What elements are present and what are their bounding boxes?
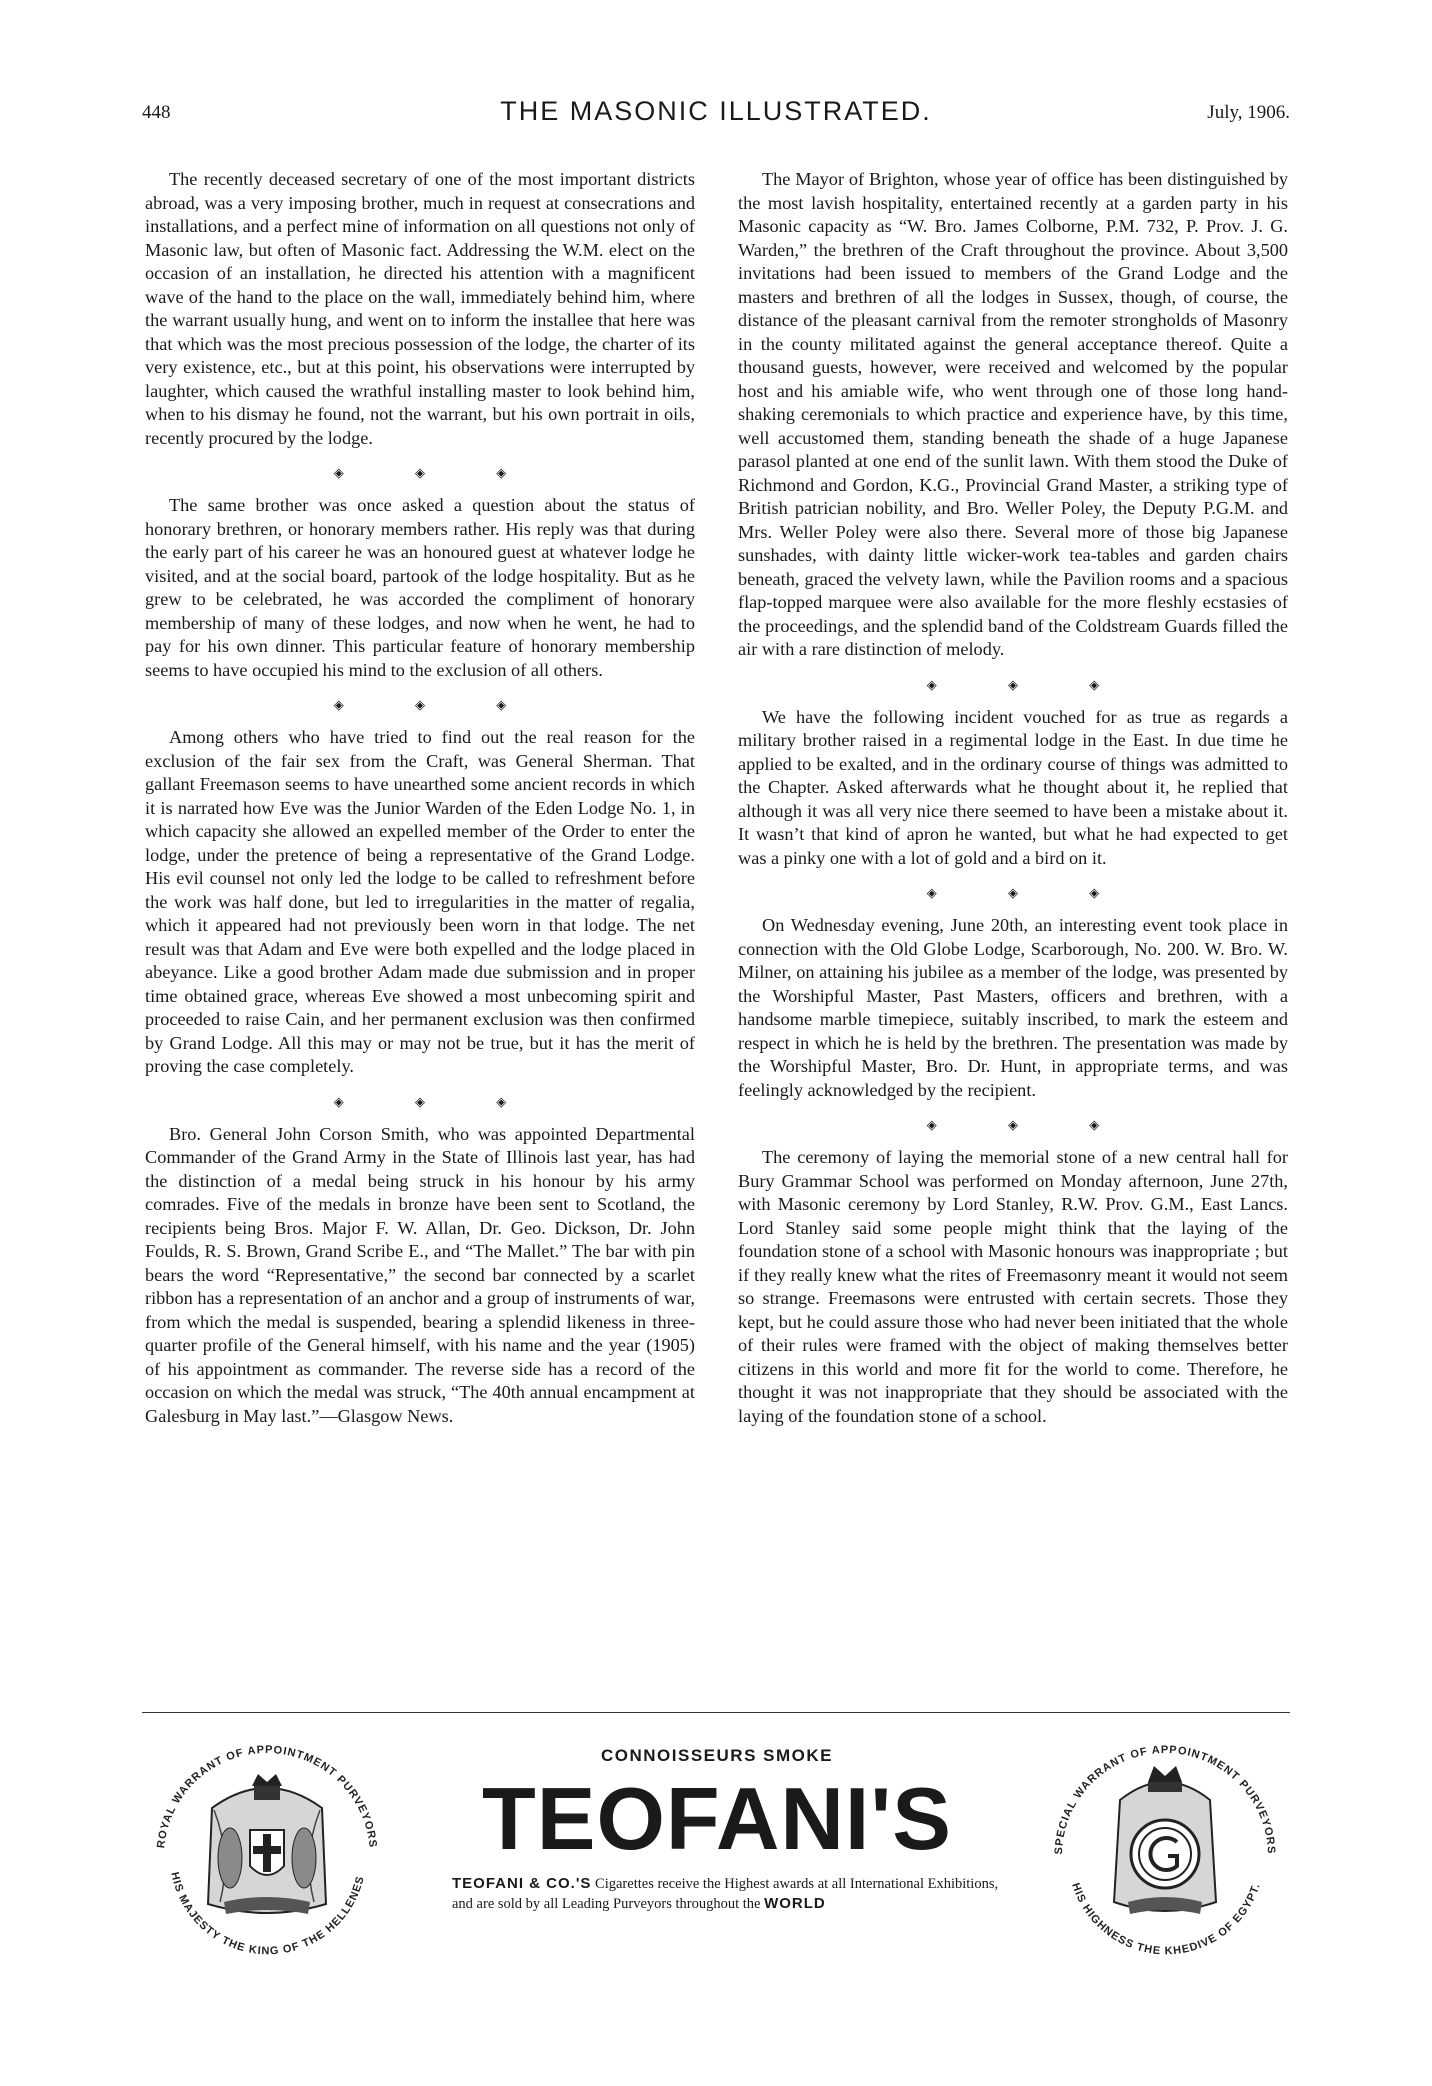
- article-paragraph: On Wednesday evening, June 20th, an interesting event took place in connection with the Old Globe Lodge, Scarborough, No. 200. W. Bro. W. Milner, on attaining his jubilee as a member of the lodge, was presented by the Worshipful Master, Past Masters, officers and brethren, with a handsome marble timepiece, suitably inscribed, to mark the esteem and respect in which he is held by the brethren. The presentation was made by the Worshipful Master, Bro. Dr. Hunt, in appropriate terms, and was feelingly acknowledged by the recipient.: [738, 915, 1288, 1100]
- advert-brand: TEOFANI'S: [482, 1769, 952, 1868]
- left-crest-bottom-text: HIS MAJESTY THE KING OF THE HELLENES: [168, 1870, 367, 1958]
- page-header: [142, 88, 1290, 128]
- article-paragraph: We have the following incident vouched for as true as regards a military brother raised in a regimental lodge in the East. In due time he applied to be exalted, and in the ordinary course of things was admitted to the Chapter. Asked afterwards what he thought about it, he replied that although it was all very nice there seemed to have been a mistake about it. It wasn’t that kind of apron he wanted, but what he had expected to get was a pinky one with a lot of gold and a bird on it.: [738, 706, 1288, 868]
- section-ornament: ◈ ◈ ◈: [926, 676, 1134, 692]
- article-paragraph: The same brother was once asked a question about the status of honorary brethren, or honorary members rather. His reply was that during the early part of his career he was an honoured guest at whatever lodge he visited, and at the social board, partook of the lodge hospitality. But as he grew to be celebrated, he was accorded the compliment of honorary membership of many of these lodges, and now when he went, he had to pay for his own dinner. This particular feature of honorary membership seems to have occupied his mind to the exclusion of all others.: [145, 495, 695, 680]
- advert-description: Cigarettes receive the Highest awards at all International Exhibitions, and are sold by all Leading Purveyors throughout the: [452, 1876, 999, 1912]
- right-column: [738, 168, 1288, 1428]
- advert-tagline: CONNOISSEURS SMOKE: [601, 1746, 833, 1765]
- section-ornament: ◈ ◈ ◈: [926, 1117, 1134, 1132]
- left-crest-top-text: ROYAL WARRANT OF APPOINTMENT PURVEYORS: [155, 1743, 379, 1849]
- section-ornament: ◈ ◈ ◈: [333, 697, 541, 712]
- issue-date: July, 1906.: [1207, 102, 1290, 123]
- article-paragraph: The ceremony of laying the memorial stone of a new central hall for Bury Grammar School was performed on Monday afternoon, June 27th, with Masonic ceremony by Lord Stanley, R.W. Prov. G.M., East Lancs. Lord Stanley said some people might think that the laying of the foundation stone of a school with Masonic honours was inappropriate ; but if they really knew what the rites of Freemasonry meant it would not seem so strange. Freemasons were entrusted with certain secrets. Those they kept, but he could assure those who had never been initiated that the whole of their rules were framed with the object of making themselves better citizens in this world and more fit for the world to come. Therefore, he thought it was not inappropriate that they should be associated with the laying of the foundation stone of a school.: [738, 1147, 1288, 1426]
- article-paragraph: Bro. General John Corson Smith, who was appointed Departmental Commander of the Grand Army in the State of Illinois last year, has had the distinction of a medal being struck in his honour by his army comrades. Five of the medals in bronze have been sent to Scotland, the recipients being Bros. Major F. W. Allan, Dr. Geo. Dickson, Dr. John Foulds, R. S. Brown, Grand Scribe E., and “The Mallet.” The bar with pin bears the word “Representative,” the second bar connected by a scarlet ribbon has a representation of an anchor and a group of instruments of war, from which the medal is suspended, bearing a splendid likeness in three-quarter profile of the General himself, with his name and the year (1905) of his appointment as commander. The reverse side has a record of the occasion on which the medal was struck, “The 40th annual encampment at Galesburg in May last.”—Glasgow News.: [145, 1123, 695, 1426]
- right-crest-bottom-text: HIS HIGHNESS THE KHEDIVE OF EGYPT.: [1069, 1881, 1263, 1958]
- advert-center: [432, 1722, 1002, 1962]
- section-ornament: ◈ ◈ ◈: [333, 1093, 541, 1109]
- page-number: 448: [142, 102, 171, 123]
- teofani-advertisement: [142, 1722, 1290, 1982]
- advert-description-block: [452, 1874, 1002, 1914]
- section-ornament: ◈ ◈ ◈: [926, 885, 1134, 900]
- publication-title: THE MASONIC ILLUSTRATED.: [500, 96, 932, 126]
- left-column: [145, 168, 695, 1428]
- khedive-coat-of-arms-icon: [1040, 1726, 1290, 1976]
- section-ornament: ◈ ◈ ◈: [333, 465, 541, 480]
- advert-company: TEOFANI & CO.'S: [452, 1875, 592, 1892]
- right-crest-top-text: SPECIAL WARRANT OF APPOINTMENT PURVEYORS: [1052, 1743, 1278, 1855]
- advert-divider: [142, 1712, 1290, 1713]
- article-paragraph: The Mayor of Brighton, whose year of office has been distinguished by the most lavish hospitality, entertained recently at a garden party in his Masonic capacity as “W. Bro. James Colborne, P.M. 732, P. Prov. J. G. Warden,” the brethren of the Craft throughout the province. About 3,500 invitations had been issued to members of the Grand Lodge and the masters and brethren of all the lodges in Sussex, though, of course, the distance of the pleasant carnival from the remoter strongholds of Masonry in the county militated against the general acceptance thereof. Quite a thousand guests, however, were received and welcomed by the popular host and his amiable wife, who went through one of those long hand-shaking ceremonials to which practice and experience have, by this time, well accustomed them, standing beneath the shade of a huge Japanese parasol planted at one end of the sunlit lawn. With them stood the Duke of Richmond and Gordon, K.G., Provincial Grand Master, a striking type of British patrician nobility, and Bro. Weller Poley, the Deputy P.G.M. and Mrs. Weller Poley were also there. Several more of those big Japanese sunshades, with dainty little wicker-work tea-tables and garden chairs beneath, graced the velvety lawn, while the Pavilion rooms and a spacious flap-topped marquee were also available for the more fleshly ecstasies of the proceedings, and the splendid band of the Coldstream Guards filled the air with a rare distinction of melody.: [738, 169, 1288, 659]
- article-paragraph: Among others who have tried to find out the real reason for the exclusion of the fair sex from the Craft, was General Sherman. That gallant Freemason seems to have unearthed some ancient records in which it is narrated how Eve was the Junior Warden of the Eden Lodge No. 1, in which capacity she allowed an expelled member of the Order to enter the lodge, under the pretence of being a representative of the Grand Lodge. His evil counsel not only led the lodge to be called to refreshment before the work was half done, but led to irregularities in the matter of regalia, which it appeared had not previously been worn in that lodge. The net result was that Adam and Eve were both expelled and the lodge placed in abeyance. Like a good brother Adam made due submission and in proper time obtained grace, whereas Eve showed a most unbecoming spirit and proceeded to raise Cain, and her permanent exclusion was then confirmed by Grand Lodge. All this may or may not be true, but it has the merit of proving the case completely.: [145, 727, 695, 1076]
- article-paragraph: The recently deceased secretary of one of the most important districts abroad, was a very imposing brother, much in request at consecrations and installations, and a perfect mine of information on all questions not only of Masonic law, but often of Masonic fact. Addressing the W.M. elect on the occasion of an installation, he directed his attention with a magnificent wave of the hand to the place on the wall, immediately behind him, where the warrant usually hung, and went on to inform the installee that here was that which was the most precious possession of the lodge, the charter of its very existence, etc., but at this point, his observations were interrupted by laughter, which caused the wrathful installing master to look behind him, when to his dismay he found, not the warrant, but his own portrait in oils, recently procured by the lodge.: [145, 169, 695, 448]
- greek-royal-coat-of-arms-icon: [142, 1726, 392, 1976]
- advert-world: WORLD: [764, 1895, 826, 1912]
